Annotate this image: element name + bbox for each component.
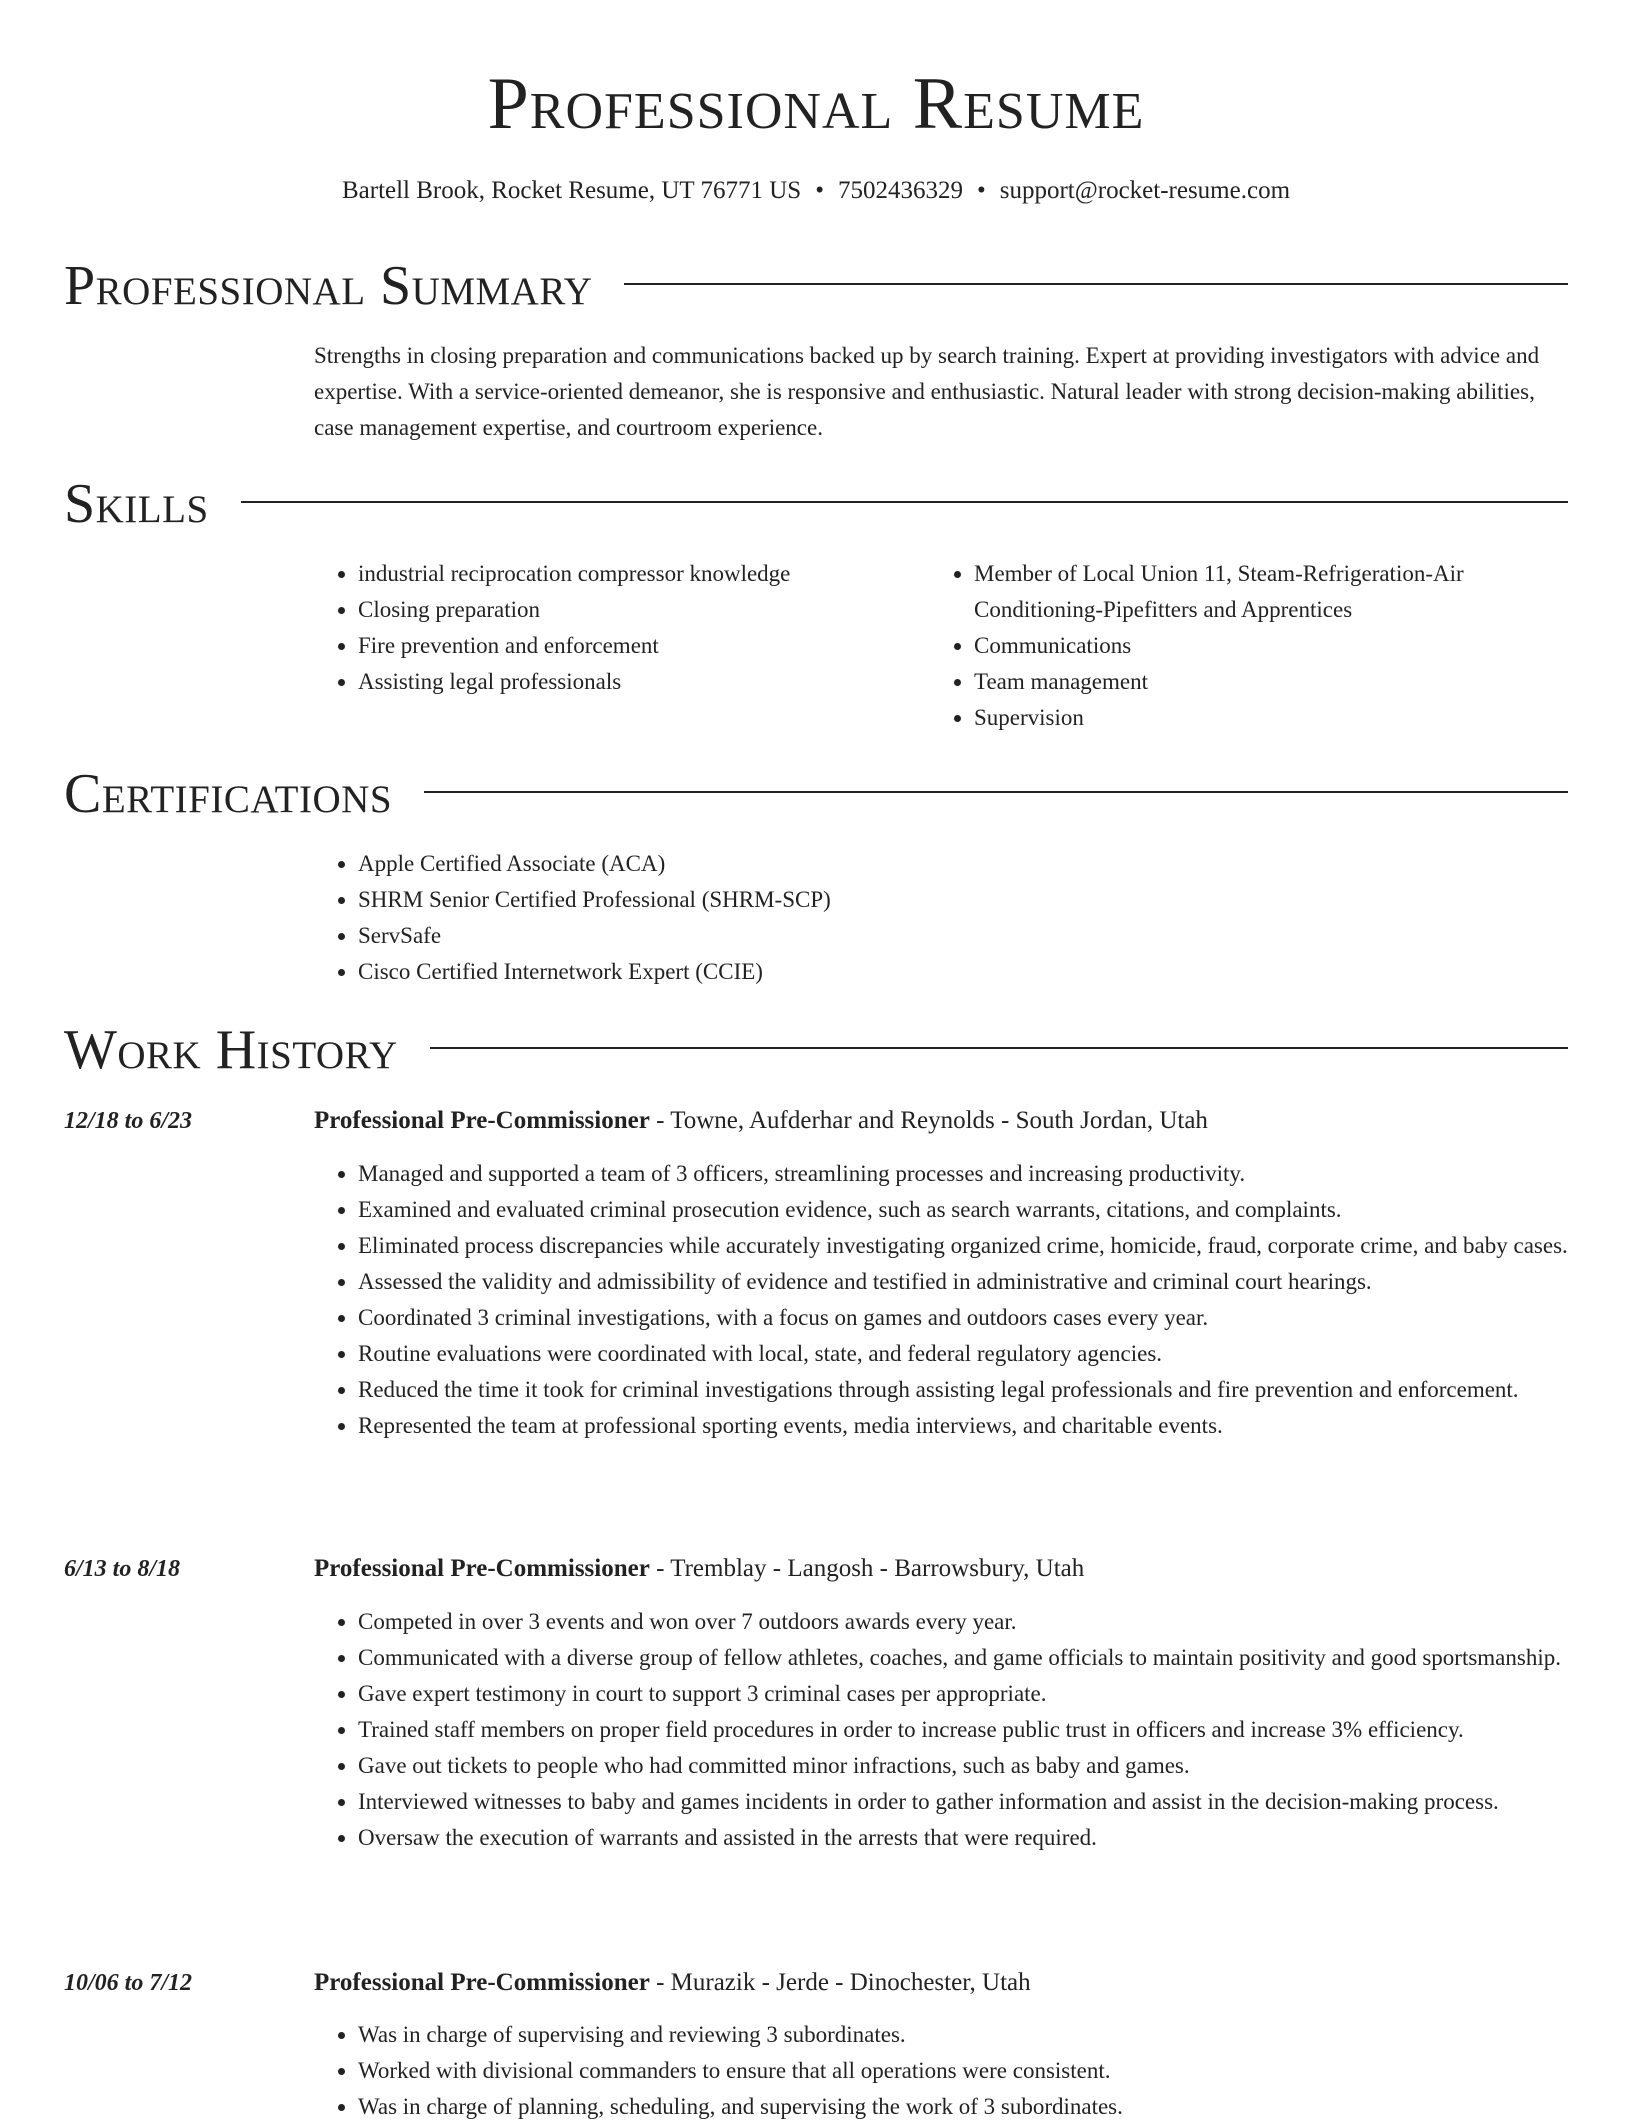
certifications-list — [314, 846, 1566, 990]
skill-item: • Team management — [974, 664, 1530, 700]
section-divider — [241, 501, 1568, 503]
job-bullet: • Competed in over 3 events and won over 7 outdoors awards every year. — [358, 1604, 1568, 1640]
section-divider — [624, 283, 1568, 285]
job-bullet: • Assessed the validity and admissibility of evidence and testified in administrative and criminal court hearings. — [358, 1264, 1568, 1300]
job-bullet: • Coordinated 3 criminal investigations, with a focus on games and outdoors cases every year. — [358, 1300, 1568, 1336]
job-title-line — [314, 1966, 1566, 2000]
job-bullet: • Communicated with a diverse group of fellow athletes, coaches, and game officials to maintain positivity and good sportsmanship. — [358, 1640, 1568, 1676]
job-dates: 12/18 to 6/23 — [64, 1108, 193, 1134]
job-employer: - Tremblay - Langosh - Barrowsbury, Utah — [649, 1555, 1085, 1582]
certifications-section-header — [64, 762, 1568, 826]
job-bullet: • Represented the team at professional sporting events, media interviews, and charitable events. — [358, 1408, 1568, 1444]
job-bullet: • Trained staff members on proper field procedures in order to increase public trust in officers and increase 3% efficiency. — [358, 1712, 1568, 1748]
section-divider — [430, 1047, 1568, 1049]
certification-item: • Cisco Certified Internetwork Expert (CCIE) — [358, 954, 1566, 990]
skills-section-header — [64, 472, 1568, 536]
certification-item: • ServSafe — [358, 918, 1566, 954]
job-employer: - Towne, Aufderhar and Reynolds - South Jordan, Utah — [649, 1107, 1208, 1134]
section-divider — [424, 791, 1568, 793]
job-bullet: • Examined and evaluated criminal prosecution evidence, such as search warrants, citations, and complaints. — [358, 1192, 1568, 1228]
contact-phone: 7502436329 — [837, 177, 963, 204]
resume-title: Professional Resume — [487, 63, 1145, 145]
work-history-heading: Work History — [64, 1019, 398, 1081]
job-bullets — [314, 1156, 1568, 1444]
job-bullet: • Managed and supported a team of 3 officers, streamlining processes and increasing productivity. — [358, 1156, 1568, 1192]
skill-item: • Fire prevention and enforcement — [358, 628, 914, 664]
skill-item: • Closing preparation — [358, 592, 914, 628]
job-bullet: • Worked with divisional commanders to ensure that all operations were consistent. — [358, 2053, 1568, 2089]
summary-heading: Professional Summary — [64, 255, 593, 317]
contact-address: Bartell Brook, Rocket Resume, UT 76771 US — [341, 177, 802, 204]
contact-separator: • — [976, 177, 986, 204]
skills-right-column — [930, 556, 1530, 736]
job-role: Professional Pre-Commissioner — [314, 1107, 650, 1134]
skill-item: • Assisting legal professionals — [358, 664, 914, 700]
job-bullets — [314, 2017, 1568, 2125]
summary-section-header — [64, 254, 1568, 318]
job-title-line — [314, 1552, 1566, 1586]
job-role: Professional Pre-Commissioner — [314, 1969, 650, 1996]
job-bullet: • Oversaw the execution of warrants and assisted in the arrests that were required. — [358, 1820, 1568, 1856]
job-dates: 10/06 to 7/12 — [64, 1970, 193, 1996]
certifications-heading: Certifications — [64, 763, 393, 825]
job-bullet: • Was in charge of planning, scheduling, and supervising the work of 3 subordinates. — [358, 2089, 1568, 2125]
work-history-section-header — [64, 1018, 1568, 1082]
job-bullet: • Routine evaluations were coordinated with local, state, and federal regulatory agencies. — [358, 1336, 1568, 1372]
skill-item: • Communications — [974, 628, 1530, 664]
skill-item: • industrial reciprocation compressor knowledge — [358, 556, 914, 592]
certification-item: • Apple Certified Associate (ACA) — [358, 846, 1566, 882]
skill-item: • Supervision — [974, 700, 1530, 736]
job-bullet: • Gave out tickets to people who had committed minor infractions, such as baby and games. — [358, 1748, 1568, 1784]
job-bullet: • Reduced the time it took for criminal investigations through assisting legal professionals and fire prevention and enforcement. — [358, 1372, 1568, 1408]
job-title-line — [314, 1104, 1566, 1138]
summary-text: Strengths in closing preparation and communications backed up by search training. Expert at providing investigators with advice and expertise. With a service-oriented demeanor, she is responsive and enthusiastic. Natural leader with strong decision-making abilities, case management expertise, and courtroom experience. — [314, 343, 1540, 440]
skill-item: • Member of Local Union 11, Steam-Refrigeration-Air Conditioning-Pipefitters and Apprentices — [974, 556, 1530, 628]
job-role: Professional Pre-Commissioner — [314, 1555, 650, 1582]
job-bullets — [314, 1604, 1568, 1856]
skills-left-column — [314, 556, 914, 700]
job-bullet: • Was in charge of supervising and reviewing 3 subordinates. — [358, 2017, 1568, 2053]
job-dates: 6/13 to 8/18 — [64, 1556, 181, 1582]
job-employer: - Murazik - Jerde - Dinochester, Utah — [649, 1969, 1031, 1996]
certification-item: • SHRM Senior Certified Professional (SHRM-SCP) — [358, 882, 1566, 918]
contact-line — [0, 174, 1632, 208]
job-bullet: • Eliminated process discrepancies while accurately investigating organized crime, homicide, fraud, corporate crime, and baby cases. — [358, 1228, 1568, 1264]
job-bullet: • Gave expert testimony in court to support 3 criminal cases per appropriate. — [358, 1676, 1568, 1712]
contact-separator: • — [815, 177, 824, 204]
skills-heading: Skills — [64, 473, 209, 535]
job-bullet: • Interviewed witnesses to baby and games incidents in order to gather information and assist in the decision-making process. — [358, 1784, 1568, 1820]
contact-email: support@rocket-resume.com — [999, 177, 1291, 204]
